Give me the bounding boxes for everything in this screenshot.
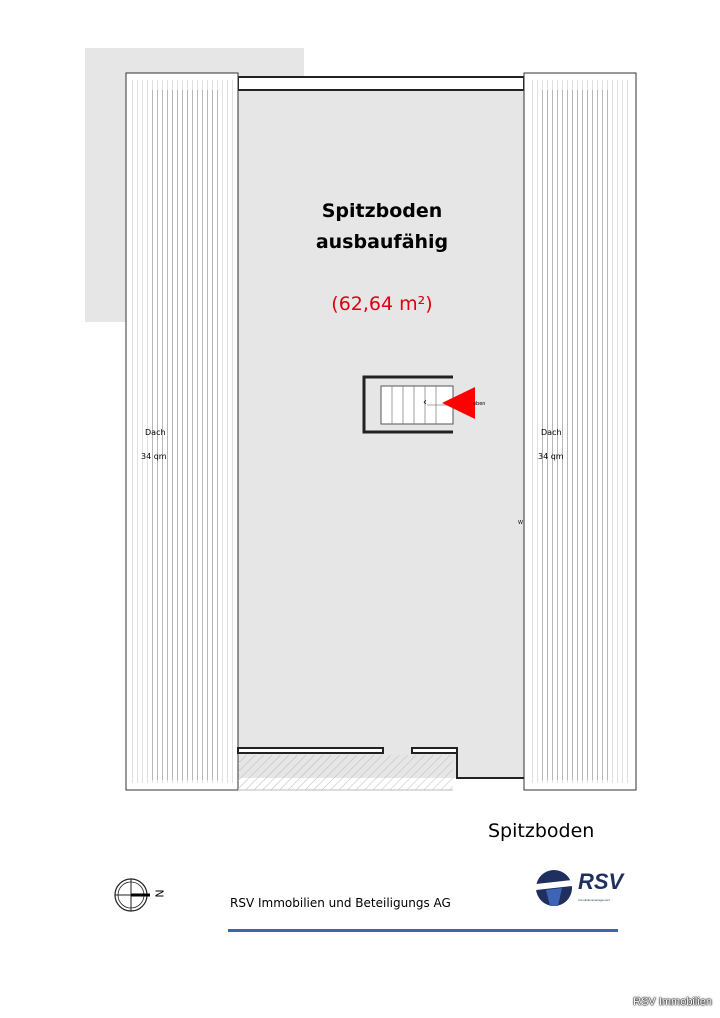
roof-left-area: 34 qm	[141, 452, 167, 461]
attic-floor	[238, 90, 524, 778]
wall-mark: W	[518, 520, 523, 526]
compass-north-label: N	[152, 889, 166, 898]
roof-left	[126, 73, 238, 790]
hatched-area	[238, 755, 453, 790]
footer-rule	[228, 929, 618, 932]
watermark: RSV Immobilien	[633, 996, 712, 1008]
company-name: RSV Immobilien und Beteiligungs AG	[230, 896, 451, 910]
roof-left-label: Dach	[145, 428, 166, 437]
roof-right-label: Dach	[541, 428, 562, 437]
stair-label: oben	[473, 401, 486, 407]
top-wall	[238, 77, 524, 90]
room-area: (62,64 m²)	[331, 293, 433, 315]
logo-subtext: Immobilienmanagement	[578, 898, 611, 902]
logo-text: RSV	[578, 869, 624, 894]
room-title-line1: Spitzboden	[321, 200, 443, 222]
room-title-line2: ausbaufähig	[315, 231, 449, 253]
plan-title: Spitzboden	[488, 820, 595, 842]
roof-right-area: 34 qm	[538, 452, 564, 461]
stair-direction-mark: ‹	[423, 397, 427, 408]
